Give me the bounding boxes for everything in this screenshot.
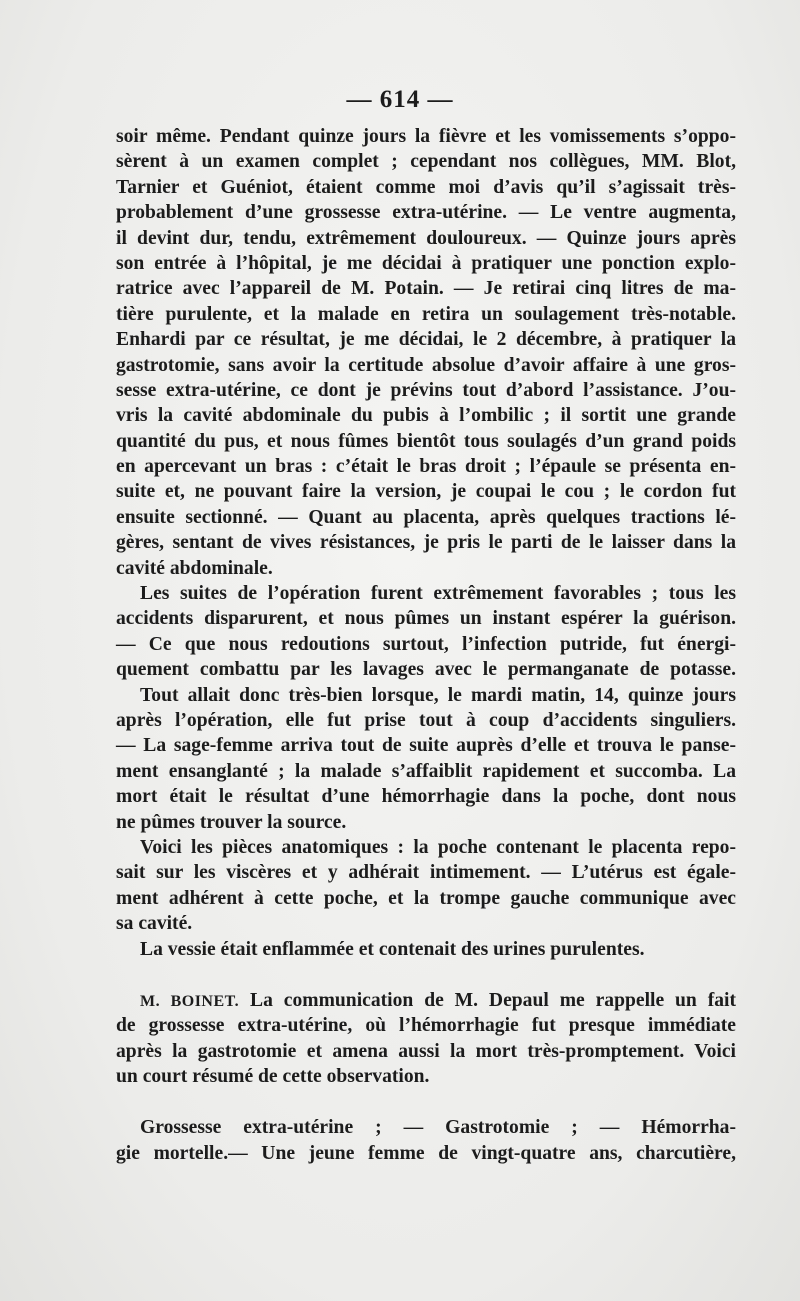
text-line: il devint dur, tendu, extrêmement douloureux. — Quinze jours après (116, 227, 736, 249)
text-line (116, 988, 736, 1013)
text-line: mort était le résultat d’une hémorrhagie dans la poche, dont nous (116, 786, 736, 808)
paragraph-continued (116, 124, 736, 581)
text-line: Tout allait donc très-bien lorsque, le mardi matin, 14, quinze jours (140, 684, 736, 706)
text-line: sait sur les viscères et y adhérait intimement. — L’utérus est égale- (116, 862, 736, 884)
spacer (116, 1089, 736, 1115)
text-line: accidents disparurent, et nous pûmes un instant espérer la guérison. (116, 608, 736, 630)
text-line: quantité du pus, et nous fûmes bientôt tous soulagés d’un grand poids (116, 430, 736, 452)
page-number: — 614 — (346, 86, 454, 113)
text-line: sa cavité. (116, 913, 193, 935)
text-line: suite et, ne pouvant faire la version, je coupai le cou ; le cordon fut (116, 481, 736, 503)
text-line: son entrée à l’hôpital, je me décidai à pratiquer une ponction explo- (116, 252, 736, 274)
speaker-text: La communication de M. Depaul me rappelle un fait (250, 989, 737, 1011)
text-line: ratrice avec l’appareil de M. Potain. — Je retirai cinq litres de ma- (116, 278, 736, 300)
text-line: tière purulente, et la malade en retira un soulagement très-notable. (116, 303, 736, 325)
text-line: Voici les pièces anatomiques : la poche contenant le placenta repo- (140, 836, 736, 858)
text-line: vris la cavité abdominale du pubis à l’ombilic ; il sortit une grande (116, 405, 736, 427)
paragraph-boinet (116, 988, 736, 1090)
text-line: sesse extra-utérine, ce dont je prévins tout d’abord l’assistance. J’ou- (116, 379, 736, 401)
text-line: ment adhérent à cette poche, et la trompe gauche communique avec (116, 887, 736, 909)
text-line: gastrotomie, sans avoir la certitude absolue d’avoir affaire à une gros- (116, 354, 736, 376)
text-line: gie mortelle.— Une jeune femme de vingt-quatre ans, charcutière, (116, 1142, 736, 1164)
text-line: cavité abdominale. (116, 557, 273, 579)
text-line: gères, sentant de vives résistances, je pris le parti de le laisser dans la (116, 532, 736, 554)
speaker-name: M. BOINET. (140, 992, 240, 1010)
spacer (116, 962, 736, 988)
text-line: quement combattu par les lavages avec le permanganate de potasse. (116, 659, 736, 681)
text-line: après la gastrotomie et amena aussi la mort très-promptement. Voici (116, 1040, 736, 1062)
text-line: ensuite sectionné. — Quant au placenta, après quelques tractions lé- (116, 506, 736, 528)
paragraph-case-title (116, 1115, 736, 1166)
paragraph-bladder (116, 937, 736, 962)
text-line: de grossesse extra-utérine, où l’hémorrhagie fut presque immédiate (116, 1015, 736, 1037)
text-line: Grossesse extra-utérine ; — Gastrotomie ; — Hémorrha- (140, 1117, 736, 1139)
paragraph-hemorrhage (116, 683, 736, 835)
text-block (116, 124, 736, 1166)
text-line: en apercevant un bras : c’était le bras droit ; l’épaule se présenta en- (116, 456, 736, 478)
text-line: après l’opération, elle fut prise tout à coup d’accidents singuliers. (116, 709, 736, 731)
text-line: probablement d’une grossesse extra-utérine. — Le ventre augmenta, (116, 202, 736, 224)
text-line: — Ce que nous redoutions surtout, l’infection putride, fut énergi- (116, 633, 736, 655)
text-line: ment ensanglanté ; la malade s’affaiblit rapidement et succomba. La (116, 760, 736, 782)
text-line: ne pûmes trouver la source. (116, 811, 347, 833)
text-line: soir même. Pendant quinze jours la fièvre et les vomissements s’oppo- (116, 126, 736, 147)
paragraph-anatomy (116, 835, 736, 937)
text-line: La vessie était enflammée et contenait des urines purulentes. (140, 938, 645, 960)
text-line: Tarnier et Guéniot, étaient comme moi d’avis qu’il s’agissait très- (116, 176, 736, 198)
text-line: — La sage-femme arriva tout de suite auprès d’elle et trouva le panse- (116, 735, 736, 757)
text-line: un court résumé de cette observation. (116, 1066, 430, 1088)
text-line: Enhardi par ce résultat, je me décidai, le 2 décembre, à pratiquer la (116, 329, 736, 351)
text-line: sèrent à un examen complet ; cependant nos collègues, MM. Blot, (116, 151, 736, 173)
paragraph-suites (116, 581, 736, 683)
text-line: Les suites de l’opération furent extrêmement favorables ; tous les (140, 583, 736, 605)
